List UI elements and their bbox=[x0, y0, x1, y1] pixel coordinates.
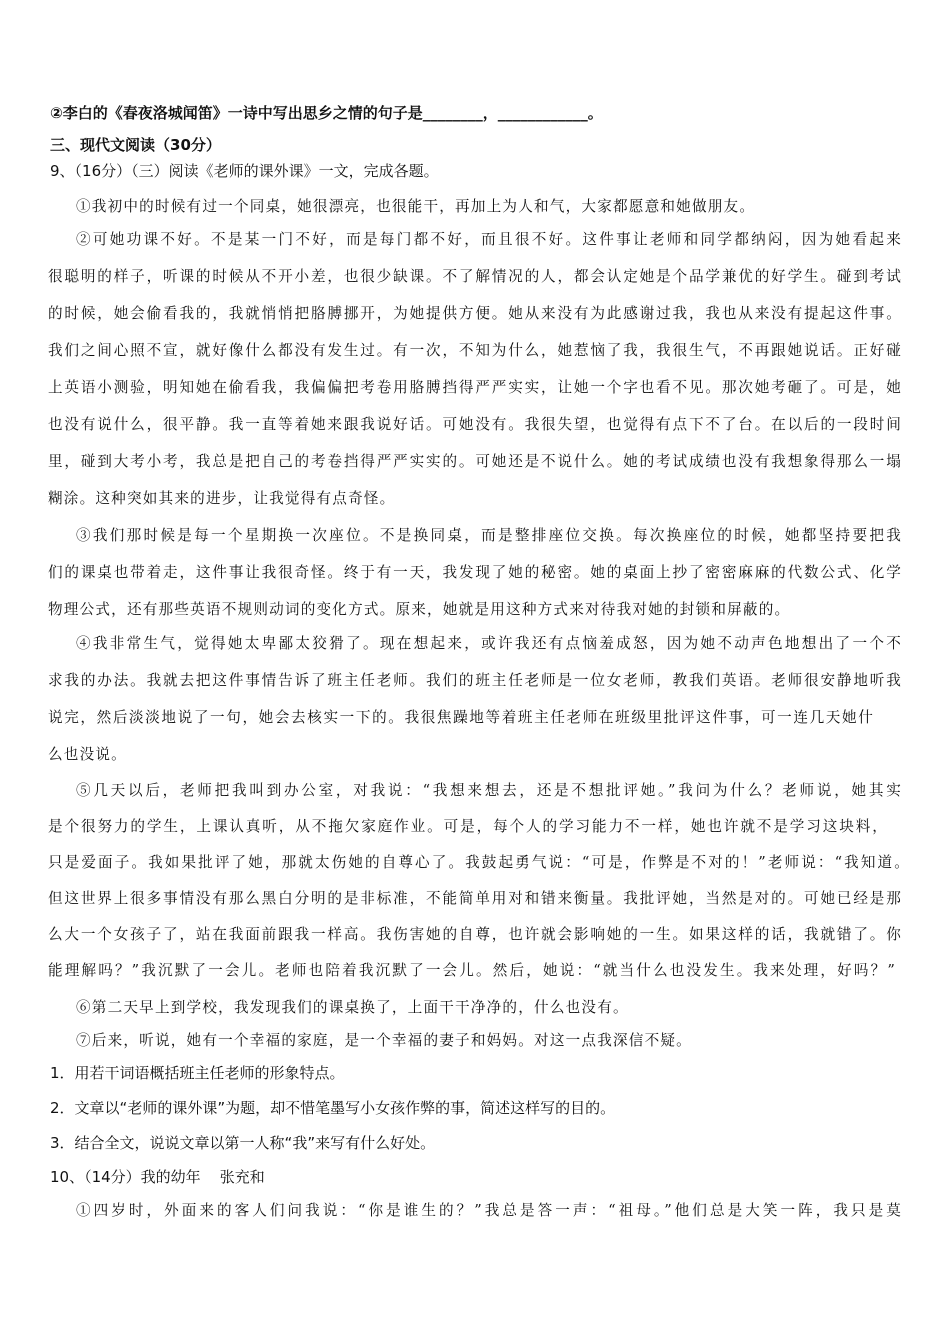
sub-question-1: 1．用若干词语概括班主任老师的形象特点。 bbox=[50, 1064, 345, 1082]
passage-line: ④我非常生气，觉得她太卑鄙太狡猾了。现在想起来，或许我还有点恼羞成怒，因为她不动声色地想出了一个不 bbox=[76, 635, 902, 652]
passage-line: 们的课桌也带着走，这件事让我很奇怪。终于有一天，我发现了她的秘密。她的桌面上抄了密密麻麻的代数公式、化学 bbox=[48, 564, 902, 581]
passage-line: 也没有说什么，很平静。我一直等着她来跟我说好话。可她没有。我很失望，也觉得有点下不了台。在以后的一段时间 bbox=[48, 416, 902, 433]
passage-line: 求我的办法。我就去把这件事情告诉了班主任老师。我们的班主任老师是一位女老师，教我们英语。老师很安静地听我 bbox=[48, 672, 902, 689]
fill-in-prefix: ②李白的《春夜洛城闻笛》一诗中写出思乡之情的句子是 bbox=[50, 104, 423, 122]
passage-line: ⑥第二天早上到学校，我发现我们的课桌换了，上面干干净净的，什么也没有。 bbox=[76, 999, 629, 1016]
sub-question-3: 3．结合全文，说说文章以第一人称“我”来写有什么好处。 bbox=[50, 1134, 436, 1152]
passage-line: ②可她功课不好。不是某一门不好，而是每门都不好，而且很不好。这件事让老师和同学都纳闷，因为她看起来 bbox=[76, 231, 902, 248]
passage-line: 很聪明的样子，听课的时候从不开小差，也很少缺课。不了解情况的人，都会认定她是个品学兼优的好学生。碰到考试 bbox=[48, 268, 902, 285]
passage-line: 糊涂。这种突如其来的进步，让我觉得有点奇怪。 bbox=[48, 490, 396, 507]
section-3-title: 三、现代文阅读（30分） bbox=[50, 136, 221, 154]
passage-line: 的时候，她会偷看我的，我就悄悄把胳膊挪开，为她提供方便。她从来没有为此感谢过我，我也从来没有提起这件事。 bbox=[48, 305, 902, 322]
fill-in-blank-1[interactable]: ________ bbox=[422, 104, 483, 122]
passage-line: 物理公式，还有那些英语不规则动词的变化方式。原来，她就是用这种方式来对待我对她的封锁和屏蔽的。 bbox=[48, 601, 791, 618]
passage-line: ①我初中的时候有过一个同桌，她很漂亮，也很能干，再加上为人和气，大家都愿意和她做朋友。 bbox=[76, 198, 756, 215]
passage-line: 么也没说。 bbox=[48, 746, 127, 763]
passage-line: ①四岁时，外面来的客人们问我说：“你是谁生的？”我总是答一声：“祖母。”他们总是大笑一阵，我只是莫 bbox=[76, 1202, 902, 1219]
fill-in-question bbox=[50, 102, 603, 123]
question-10-header: 10、（14分）我的幼年 张充和 bbox=[50, 1168, 265, 1186]
passage-line: 但这世界上很多事情没有那么黑白分明的是非标准，不能简单用对和错来衡量。我批评她，当然是对的。可她已经是那 bbox=[48, 890, 902, 907]
passage-line: 说完，然后淡淡地说了一句，她会去核实一下的。我很焦躁地等着班主任老师在班级里批评这件事，可一连几天她什 bbox=[48, 709, 874, 726]
fill-in-end: 。 bbox=[587, 104, 603, 122]
passage-line: ③我们那时候是每一个星期换一次座位。不是换同桌，而是整排座位交换。每次换座位的时候，她都坚持要把我 bbox=[76, 527, 902, 544]
passage-line: ⑦后来，听说，她有一个幸福的家庭，是一个幸福的妻子和妈妈。对这一点我深信不疑。 bbox=[76, 1032, 692, 1049]
passage-line: 么大一个女孩子了，站在我面前跟我一样高。我伤害她的自尊，也许就会影响她的一生。如果这样的话，我就错了。你 bbox=[48, 926, 902, 943]
passage-line: 里，碰到大考小考，我总是把自己的考卷挡得严严实实的。可她还是不说什么。她的考试成绩也没有我想象得那么一塌 bbox=[48, 453, 902, 470]
fill-in-separator: ， bbox=[482, 104, 498, 122]
passage-line: 我们之间心照不宣，就好像什么都没有发生过。有一次，不知为什么，她惹恼了我，我很生气，不再跟她说话。正好碰 bbox=[48, 342, 902, 359]
passage-line: ⑤几天以后，老师把我叫到办公室，对我说：“我想来想去，还是不想批评她。”我问为什么？老师说，她其实 bbox=[76, 782, 902, 799]
question-9-header: 9、（16分）（三）阅读《老师的课外课》一文，完成各题。 bbox=[50, 162, 439, 180]
passage-line: 只是爱面子。我如果批评了她，那就太伤她的自尊心了。我鼓起勇气说：“可是，作弊是不对的！”老师说：“我知道。 bbox=[48, 854, 910, 871]
passage-line: 是个很努力的学生，上课认真听，从不拖欠家庭作业。可是，每个人的学习能力不一样，她也许就不是学习这块料， bbox=[48, 818, 888, 835]
fill-in-blank-2[interactable]: ____________ bbox=[497, 104, 588, 122]
passage-line: 上英语小测验，明知她在偷看我，我偏偏把考卷用胳膊挡得严严实实，让她一个字也看不见。那次她考砸了。可是，她 bbox=[48, 379, 902, 396]
sub-question-2: 2．文章以“老师的课外课”为题，却不惜笔墨写小女孩作弊的事，简述这样写的目的。 bbox=[50, 1099, 616, 1117]
passage-line: 能理解吗？”我沉默了一会儿。老师也陪着我沉默了一会儿。然后，她说：“就当什么也没发生。我来处理，好吗？” bbox=[48, 962, 896, 979]
